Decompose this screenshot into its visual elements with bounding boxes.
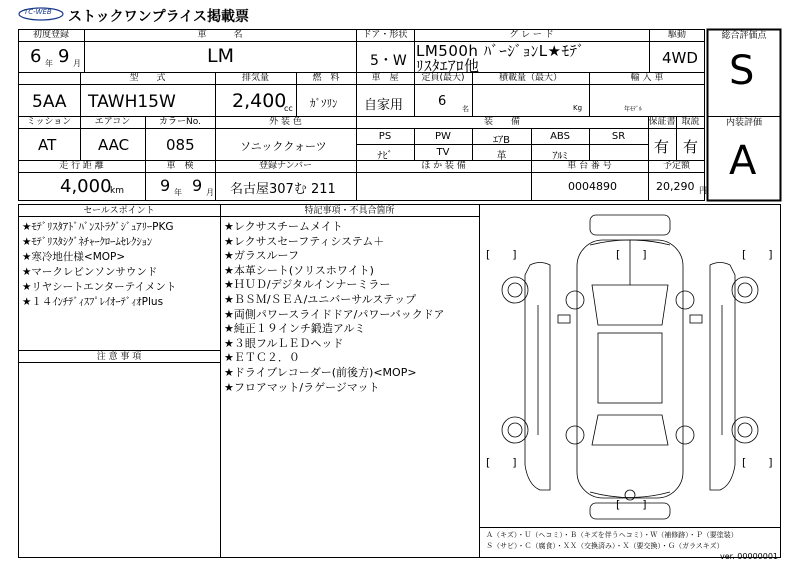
list-item: ★ﾓﾃﾞﾘｽﾀｼｸﾞﾈﾁｬｰｸﾛｰﾑｾﾚｸｼｮﾝ [22, 236, 153, 248]
sales-points-header: セールスポイント [83, 206, 155, 216]
displacement-unit: cc [284, 104, 293, 113]
other-equipment-label: ほ か 装 備 [421, 161, 466, 171]
plate-value: 名古屋307む 211 [230, 182, 336, 197]
special-notes-list [224, 220, 478, 395]
warranty-value: 有 [654, 138, 670, 156]
model-label: 型 式 [129, 73, 166, 83]
bracket-rear-center: [ ] [616, 498, 647, 511]
bracket-front-center: [ ] [616, 248, 647, 261]
model-value: TAWH15W [88, 92, 176, 112]
page-title: ストックワンプライス掲載票 [68, 9, 250, 25]
fuel-label: 燃 料 [312, 73, 340, 83]
color-no-value: 085 [166, 136, 195, 154]
reg-month: 9 [58, 46, 70, 67]
import-label: 輸 入 車 [630, 73, 664, 83]
vehicle-class-value: 自家用 [364, 98, 404, 113]
mission-label: ミッション [26, 117, 72, 127]
grade-line-1: LM500h ﾊﾞｰｼﾞｮﾝL★ﾓﾃﾞ [416, 42, 586, 60]
interior-grade-label: 内装評価 [725, 118, 762, 128]
mileage-unit: km [110, 186, 124, 196]
capacity-label: 定員(最大) [421, 73, 465, 83]
car-name-value: LM [207, 45, 234, 67]
mileage-value: 4,000 [60, 176, 112, 197]
chassis-no-value: 0004890 [568, 180, 617, 193]
manual-label: 取説 [681, 117, 700, 127]
planned-price-label: 予定額 [662, 161, 690, 171]
capacity-unit: 名 [462, 105, 469, 113]
equip-navi: ﾅﾋﾞ [377, 151, 393, 162]
interior-grade-value: A [729, 138, 757, 184]
door-shape-label: ドア・形状 [362, 30, 408, 40]
displacement-label: 排気量 [241, 73, 269, 83]
mileage-label: 走 行 距 離 [59, 161, 104, 171]
list-item: ★純正１９インチ鍛造アルミ [224, 322, 366, 336]
bracket-rear-right: [ ] [742, 456, 773, 469]
reg-year: 6 [30, 46, 42, 67]
chassis-no-label: 車 台 番 号 [567, 161, 612, 171]
list-item: ★ドライブレコーダー(前後方)<MOP> [224, 365, 417, 379]
equip-airbag: ｴｱB [493, 135, 510, 146]
planned-price-unit: 円 [699, 186, 707, 195]
list-item: ★リヤシートエンターテイメント [22, 281, 177, 293]
mission-value: AT [38, 136, 57, 154]
overall-grade-value: S [729, 48, 755, 94]
version: ver. 00000001 [720, 552, 779, 561]
logo-text: TC-WEB [24, 8, 52, 16]
fuel-value: ｶﾞｿﾘﾝ [310, 97, 338, 110]
warranty-label: 保証書 [648, 117, 676, 127]
inspection-label: 車 検 [166, 161, 194, 171]
sales-points-list [22, 220, 218, 310]
inspection-month-unit: 月 [206, 188, 214, 197]
equip-abs: ABS [550, 131, 570, 142]
list-item: ★ＨＵＤ/デジタルインナーミラー [224, 278, 391, 292]
model-year-unit: 年ﾓﾃﾞﾙ [624, 106, 643, 113]
reg-month-unit: 月 [73, 59, 81, 68]
grade-line-2: ﾘｽﾀｴｱﾛ他 [416, 57, 480, 75]
exterior-color-label: 外 装 色 [269, 117, 302, 127]
capacity-value: 6 [438, 94, 447, 109]
bracket-front-left: [ ] [486, 248, 517, 261]
displacement-value: 2,400 [232, 90, 287, 112]
overall-grade-label: 総合評価点 [721, 31, 767, 41]
list-item: ★寒冷地仕様<MOP> [22, 251, 126, 263]
manual-value: 有 [683, 138, 699, 156]
exterior-color-value: ソニッククォーツ [240, 140, 327, 153]
list-item: ★両側パワースライドドア/パワーバックドア [224, 307, 445, 321]
equipment-label: 装 備 [483, 117, 520, 127]
list-item: ★フロアマット/ラゲージマット [224, 380, 380, 394]
list-item: ★ﾓﾃﾞﾘｽﾀｱﾄﾞﾊﾞﾝｽﾄﾗｸﾞｼﾞｭｱﾘｰPKG [22, 221, 174, 233]
special-notes-header: 特記事項・不具合箇所 [304, 206, 395, 216]
first-reg-label: 初度登録 [32, 30, 69, 40]
list-item: ★レクサスチームメイト [224, 220, 343, 233]
cautions-header: 注 意 事 項 [96, 352, 142, 362]
equip-pw: PW [435, 131, 451, 142]
reg-year-unit: 年 [45, 59, 53, 68]
bracket-front-right: [ ] [742, 248, 773, 261]
legend-line-2: Ｓ（サビ）・Ｃ（腐食）・ＸＸ（交換済み）・Ｘ（要交換）・Ｇ（ガラスキズ） [486, 542, 724, 550]
door-shape-value: 5・W [370, 53, 407, 69]
inspection-month: 9 [192, 176, 203, 195]
car-name-label: 車 名 [197, 30, 243, 40]
list-item: ★ＢＳＭ/ＳＥＡ/ユニバーサルステップ [224, 292, 417, 306]
list-item: ★レクサスセーフティシステム＋ [224, 234, 385, 248]
vehicle-class-label: 車 屋 [371, 73, 399, 83]
aircon-value: AAC [98, 136, 130, 154]
load-unit: Kg [573, 104, 583, 112]
aircon-label: エアコン [94, 117, 131, 127]
list-item: ★本革シート(ソリスホワイト) [224, 263, 374, 277]
load-label: 積載量（最大） [498, 73, 562, 83]
list-item: ★３眼フルＬＥＤヘッド [224, 336, 344, 350]
legend-line-1: Ａ（キズ）・Ｕ（ヘコミ）・Ｂ（キズを伴うヘコミ）・Ｗ（補修跡）・Ｐ（要塗装） [486, 531, 738, 539]
inspection-year: 9 [160, 176, 171, 195]
equip-leather: 革 [496, 151, 507, 162]
list-item: ★１４ｲﾝﾁﾃﾞｨｽﾌﾟﾚｲｵｰﾃﾞｨｵPlus [22, 296, 164, 308]
drive-label: 駆動 [667, 30, 686, 40]
plate-label: 登録ナンバー [259, 161, 312, 171]
inspection-year-unit: 年 [174, 188, 182, 197]
equip-alloy: ｱﾙﾐ [552, 151, 568, 162]
list-item: ★マークレビンソンサウンド [22, 266, 158, 278]
bracket-rear-left: [ ] [486, 456, 517, 469]
grade-label: グ レ ー ド [509, 30, 554, 40]
color-label: カラーNo. [159, 117, 201, 127]
list-item: ★ガラスルーフ [224, 249, 299, 263]
model-prefix: 5AA [32, 92, 67, 112]
equip-sr: SR [611, 131, 626, 142]
equip-ps: PS [378, 131, 392, 142]
drive-value: 4WD [662, 49, 698, 67]
equip-tv: TV [436, 147, 450, 158]
list-item: ★ＥＴＣ２．０ [224, 351, 300, 365]
planned-price-value: 20,290 [656, 180, 695, 193]
